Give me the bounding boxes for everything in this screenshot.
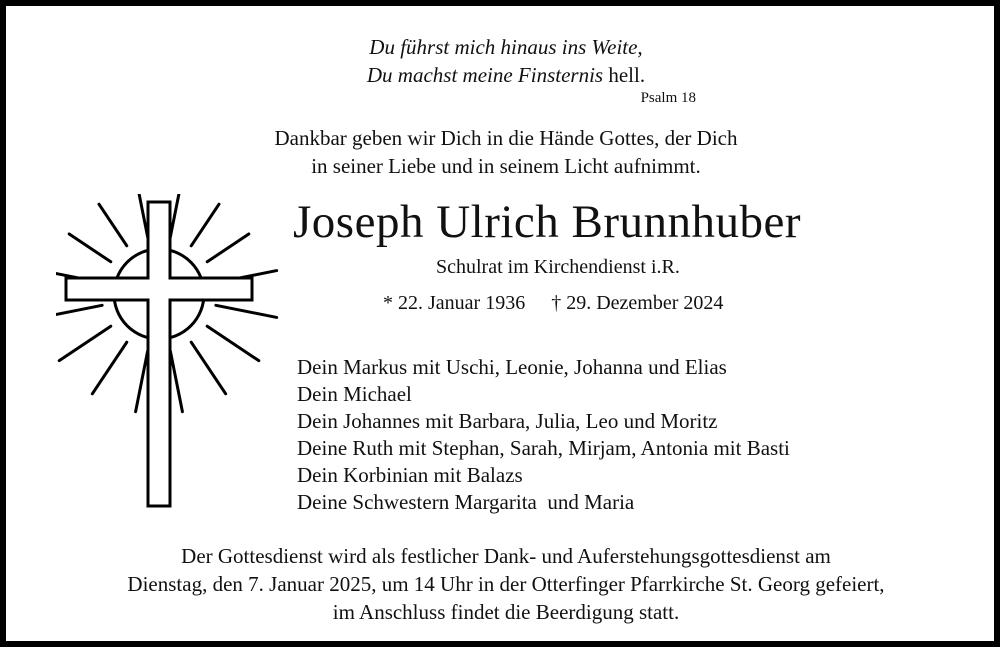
mourner-line: Dein Johannes mit Barbara, Julia, Leo und Moritz: [297, 409, 718, 433]
sun-ray: [138, 194, 148, 237]
verse-line-2: [6, 61, 1000, 89]
verse-source: Psalm 18: [640, 90, 696, 106]
sun-ray: [191, 204, 219, 246]
cross-shape: [66, 202, 252, 506]
mourner-line: Dein Markus mit Uschi, Leonie, Johanna und Elias: [297, 355, 727, 379]
cross-with-sunrays-icon: [56, 194, 286, 514]
verse-line-2-italic: Du machst meine Finsternis: [366, 63, 609, 87]
life-dates: [383, 290, 723, 316]
deceased-title: Schulrat im Kirchendienst i.R.: [436, 256, 680, 278]
deceased-name: Joseph Ulrich Brunnhuber: [293, 196, 802, 248]
mourner-line: Deine Ruth mit Stephan, Sarah, Mirjam, Antonia mit Basti: [297, 436, 790, 460]
psalm-verse: [6, 33, 1000, 89]
death-date: † 29. Dezember 2024: [551, 292, 724, 314]
service-announcement: [6, 542, 1000, 626]
sun-ray: [99, 204, 127, 246]
sun-ray: [207, 234, 249, 262]
dedication-line-2: in seiner Liebe und in seinem Licht aufnimmt.: [311, 154, 701, 178]
sun-ray: [59, 326, 111, 360]
service-line-2: Dienstag, den 7. Januar 2025, um 14 Uhr in der Otterfinger Pfarrkirche St. Georg gefeiert,: [127, 572, 885, 596]
dedication-text: [6, 124, 1000, 180]
sun-ray: [191, 342, 225, 394]
sun-ray: [170, 194, 180, 237]
sun-ray: [216, 305, 277, 317]
mourner-line: Deine Schwestern Margarita und Maria: [297, 490, 635, 514]
verse-line-1: Du führst mich hinaus ins Weite,: [369, 35, 643, 59]
sun-ray: [136, 351, 148, 412]
sun-ray: [56, 305, 102, 317]
sun-ray: [92, 342, 126, 394]
service-line-1: Der Gottesdienst wird als festlicher Dank- und Auferstehungsgottesdienst am: [181, 544, 831, 568]
birth-date: * 22. Januar 1936: [383, 292, 526, 314]
sun-ray: [207, 326, 259, 360]
mourners-list: [297, 354, 790, 516]
mourner-line: Dein Michael: [297, 382, 412, 406]
verse-line-2-upright: hell.: [608, 63, 646, 87]
sun-ray: [170, 351, 182, 412]
dedication-line-1: Dankbar geben wir Dich in die Hände Gottes, der Dich: [274, 126, 738, 150]
mourner-line: Dein Korbinian mit Balazs: [297, 463, 523, 487]
sun-ray: [69, 234, 111, 262]
service-line-3: im Anschluss findet die Beerdigung statt.: [332, 600, 680, 624]
